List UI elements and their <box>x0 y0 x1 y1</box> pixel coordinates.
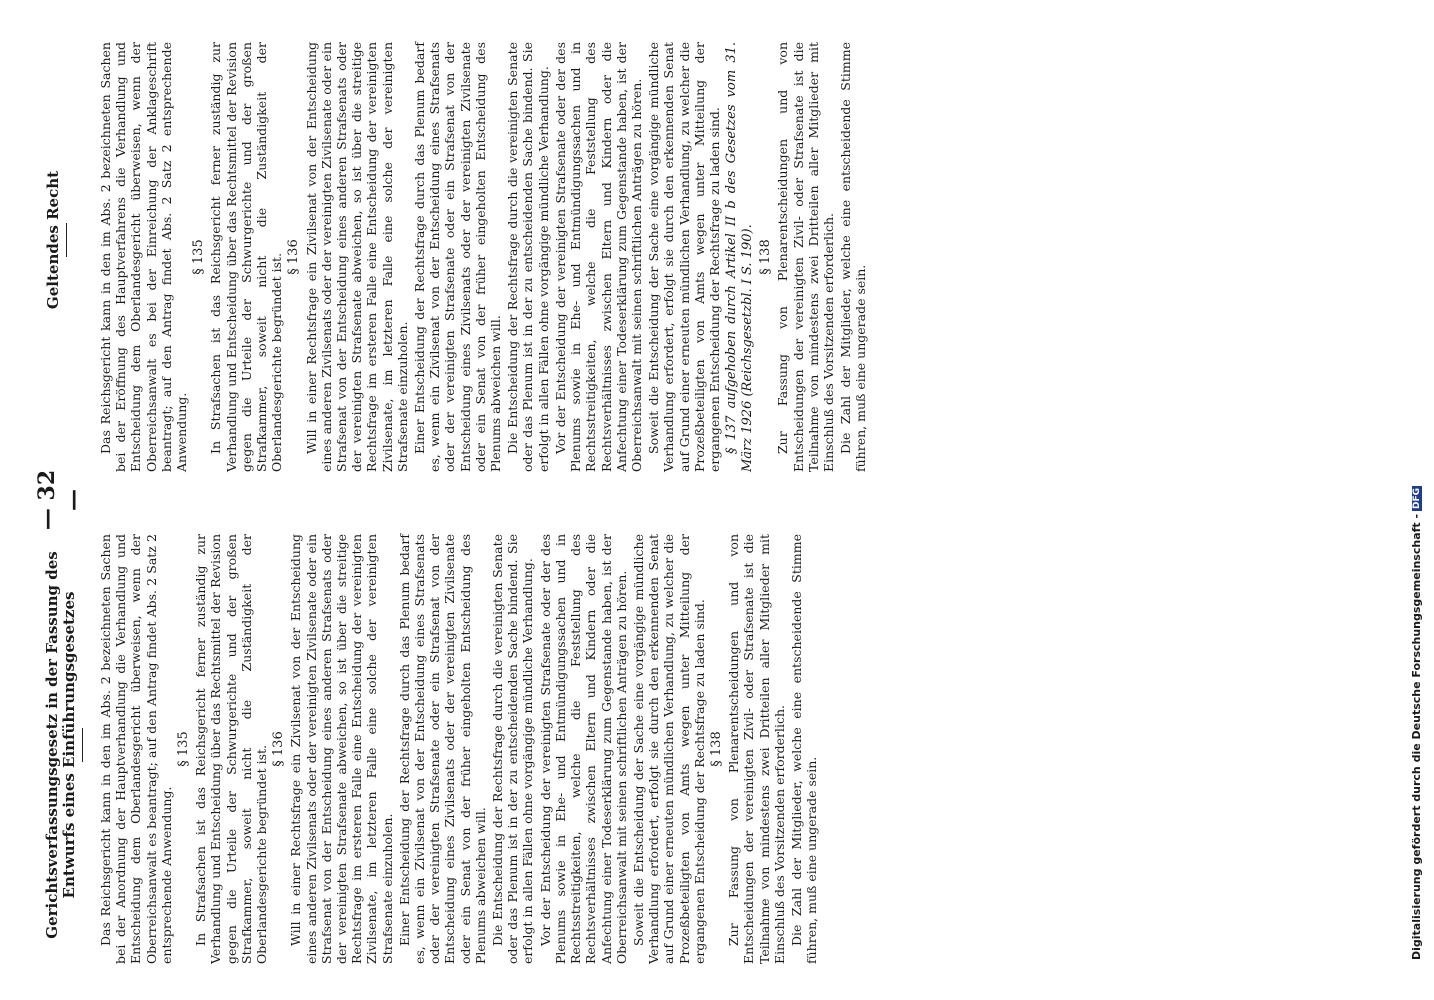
paragraph: Das Reichsgericht kann in den im Abs. 2 bezeichneten Sachen bei der Eröffnung des Hauptverfahrens die Verhandlung und Entscheidung dem Oberlandesgericht überweisen, wenn der Oberreichsanwalt es bei der Einreichung der Anklageschrift beantragt; auf den Antrag findet Abs. 2 Satz 2 entsprechende Anwendung. <box>98 42 190 472</box>
paragraph: Das Reichsgericht kann in den im Abs. 2 bezeichneten Sachen bei der Anordnung der Hauptverhandlung die Verhandlung und Entscheidung dem Oberlandesgericht überweisen, wenn der Oberreichsanwalt es beantragt; auf den Antrag findet Abs. 2 Satz 2 entsprechende Anwendung. <box>98 534 174 964</box>
title-rule <box>82 728 83 762</box>
section-heading: § 136 <box>286 239 302 275</box>
paragraph: Zur Fassung von Plenarentscheidungen und von Entscheidungen der vereinigten Zivil- oder Strafsenate ist die Teilnahme von mindestens zwei Dritteilen aller Mitglieder mit Einschluß des Vorsitzenden erforderlich. <box>775 42 836 472</box>
section-heading: § 138 <box>758 239 774 275</box>
section-heading: § 135 <box>191 239 207 275</box>
paragraph: Will in einer Rechtsfrage ein Zivilsenat von der Entscheidung eines anderen Zivilsenats oder der vereinigten Zivilsenate oder ein Strafsenat von der Entscheidung eines anderen Strafsenats oder der vereinigten Strafsenate abweichen, so ist über die streitige Rechtsfrage im ersteren Falle eine Entscheidung der vereinigten Zivilsenate, im letzteren Falle eine solche der vereinigten Strafsenate einzuholen. <box>303 42 410 472</box>
left-column <box>98 534 821 964</box>
title-rule <box>66 223 67 257</box>
digitization-credit: Digitalisierung gefördert durch die Deutsche Forschungsgemeinschaft -DFG <box>1410 487 1423 960</box>
paragraph: Die Entscheidung der Rechtsfrage durch die vereinigten Senate oder das Plenum ist in der zu entscheidenden Sache bindend. Sie erfolgt in allen Fällen ohne vorgängige mündliche Verhandlung. <box>490 534 536 964</box>
paragraph: Die Entscheidung der Rechtsfrage durch die vereinigten Senate oder das Plenum ist in der zu entscheidenden Sache bindend. Sie erfolgt in allen Fällen ohne vorgängige mündliche Verhandlung. <box>505 42 551 472</box>
paragraph: Soweit die Entscheidung der Sache eine vorgängige mündliche Verhandlung erfordert, erfolgt sie durch den erkennenden Senat auf Grund einer erneuten mündlichen Verhandlung, zu welcher die Prozeßbeteiligten von Amts wegen unter Mitteilung der ergangenen Entscheidung der Rechtsfrage zu laden sind. <box>630 534 707 964</box>
paragraph: In Strafsachen ist das Reichsgericht ferner zuständig zur Verhandlung und Entscheidung über das Rechtsmittel der Revision gegen die Urteile der Schwurgerichte und der großen Strafkammer, soweit nicht die Zuständigkeit der Oberlandesgerichte begründet ist. <box>208 42 285 472</box>
paragraph: Die Zahl der Mitglieder, welche eine entscheidende Stimme führen, muß eine ungerade sein. <box>838 42 869 472</box>
dfg-logo: DFG <box>1412 487 1422 509</box>
paragraph: Will in einer Rechtsfrage ein Zivilsenat von der Entscheidung eines anderen Zivilsenats oder der vereinigten Zivilsenate oder ein Strafsenat von der Entscheidung eines anderen Strafsenats oder der vereinigten Strafsenate abweichen, so ist über die streitige Rechtsfrage im ersteren Falle eine Entscheidung der vereinigten Zivilsenate, im letzteren Falle eine solche der vereinigten Strafsenate einzuholen. <box>288 534 395 964</box>
page-number: — 32 — <box>34 469 86 531</box>
left-column-title: Gerichtsverfassungsgesetz in der Fassung des Entwurfs eines Einführungsgesetzes <box>44 530 83 960</box>
paragraph: Einer Entscheidung der Rechtsfrage durch das Plenum bedarf es, wenn ein Zivilsenat von der Entscheidung eines Strafsenats oder der vereinigten Strafsenate oder ein Strafsenat von der Entscheidung eines Zivilsenats oder der vereinigten Zivilsenate oder ein Senat von der früher eingeholten Entscheidung des Plenums abweichen will. <box>412 42 504 472</box>
paragraph: In Strafsachen ist das Reichsgericht ferner zuständig zur Verhandlung und Entscheidung über das Rechtsmittel der Revision gegen die Urteile der Schwurgerichte und der großen Strafkammer, soweit nicht die Zuständigkeit der Oberlandesgerichte begründet ist. <box>193 534 270 964</box>
paragraph: Soweit die Entscheidung der Sache eine vorgängige mündliche Verhandlung erfordert, erfolgt sie durch den erkennenden Senat auf Grund einer erneuten mündlichen Verhandlung, zu welcher die Prozeßbeteiligten von Amts wegen unter Mitteilung der ergangenen Entscheidung der Rechtsfrage zu laden sind. <box>646 42 722 472</box>
paragraph: Die Zahl der Mitglieder, welche eine entscheidende Stimme führen, muß eine ungerade sein. <box>788 534 820 964</box>
paragraph: Vor der Entscheidung der vereinigten Strafsenate oder der des Plenums sowie in Ehe- und Entmündigungssachen und in Rechtsstreitigkeiten, welche die Feststellung des Rechtsverhältnisses zwischen Eltern und Kindern oder die Anfechtung einer Todeserklärung zum Gegenstande haben, ist der Oberreichsanwalt mit seinen schriftlichen Anträgen zu hören. <box>552 42 644 472</box>
paragraph: Vor der Entscheidung der vereinigten Strafsenate oder der des Plenums sowie in Ehe- und Entmündigungssachen und in Rechtsstreitigkeiten, welche die Feststellung des Rechtsverhältnisses zwischen Eltern und Kindern oder die Anfechtung einer Todeserklärung zum Gegenstande haben, ist der Oberreichsanwalt mit seinen schriftlichen Anträgen zu hören. <box>537 534 629 964</box>
section-heading: § 138 <box>708 731 724 767</box>
right-column <box>98 42 871 472</box>
repeal-note: § 137 aufgehoben durch Artikel II b des Gesetzes vom 31. März 1926 (Reichsgesetzbl. I S. 190). <box>724 42 756 472</box>
right-column-title: Geltendes Recht <box>44 40 67 440</box>
paragraph: Zur Fassung von Plenarentscheidungen und von Entscheidungen der vereinigten Zivil- oder Strafsenate ist die Teilnahme von mindestens zwei Dritteilen aller Mitglieder mit Einschluß des Vorsitzenden erforderlich. <box>726 534 787 964</box>
paragraph: Einer Entscheidung der Rechtsfrage durch das Plenum bedarf es, wenn ein Zivilsenat von der Entscheidung eines Strafsenats oder der vereinigten Strafsenate oder ein Strafsenat von der Entscheidung eines Zivilsenats oder der vereinigten Zivilsenate oder ein Senat von der früher eingeholten Entscheidung des Plenums abweichen will. <box>396 534 488 964</box>
section-heading: § 135 <box>176 731 192 767</box>
section-heading: § 136 <box>271 731 287 767</box>
page-header <box>18 0 86 1000</box>
